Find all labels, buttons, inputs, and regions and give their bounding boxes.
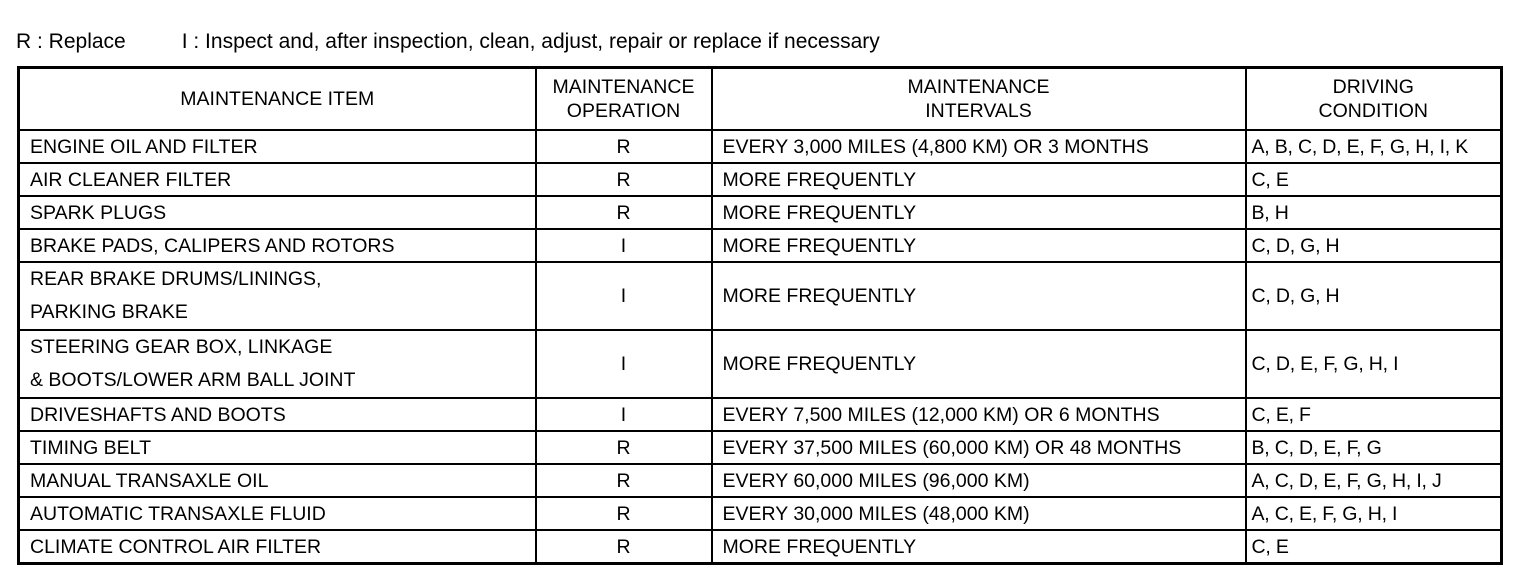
maintenance-operation-cell: I (536, 330, 712, 398)
header-driving-condition (1246, 68, 1502, 131)
driving-condition-cell: A, B, C, D, E, F, G, H, I, K (1246, 130, 1502, 163)
maintenance-schedule-table (17, 66, 1503, 565)
legend (16, 30, 880, 54)
maintenance-item-cell (19, 130, 536, 163)
legend-replace: R : Replace (16, 30, 126, 53)
maintenance-operation-cell: I (536, 229, 712, 262)
maintenance-operation-cell: I (536, 262, 712, 330)
driving-condition-cell: C, E (1246, 530, 1502, 564)
driving-condition-cell: C, E (1246, 163, 1502, 196)
maintenance-interval-cell: EVERY 30,000 MILES (48,000 KM) (712, 497, 1246, 530)
maintenance-item-line: BRAKE PADS, CALIPERS AND ROTORS (30, 234, 395, 257)
table-row (19, 229, 1502, 262)
maintenance-item-line: STEERING GEAR BOX, LINKAGE (30, 336, 333, 358)
maintenance-interval-cell: EVERY 7,500 MILES (12,000 KM) OR 6 MONTHS (712, 398, 1246, 431)
table-row (19, 330, 1502, 398)
maintenance-item-line: PARKING BRAKE (30, 301, 188, 323)
maintenance-item-line: REAR BRAKE DRUMS/LININGS, (30, 268, 322, 290)
driving-condition-cell: A, C, D, E, F, G, H, I, J (1246, 464, 1502, 497)
maintenance-item-line: DRIVESHAFTS AND BOOTS (30, 403, 286, 426)
driving-condition-cell: B, H (1246, 196, 1502, 229)
maintenance-operation-cell: I (536, 398, 712, 431)
maintenance-interval-cell: EVERY 37,500 MILES (60,000 KM) OR 48 MONTHS (712, 431, 1246, 464)
driving-condition-cell: A, C, E, F, G, H, I (1246, 497, 1502, 530)
maintenance-operation-cell: R (536, 464, 712, 497)
maintenance-interval-cell: MORE FREQUENTLY (712, 163, 1246, 196)
header-operation-line-2: OPERATION (566, 100, 681, 122)
maintenance-item-line: CLIMATE CONTROL AIR FILTER (30, 535, 322, 558)
table-row (19, 497, 1502, 530)
maintenance-item-line: MANUAL TRANSAXLE OIL (30, 469, 269, 492)
maintenance-operation-cell: R (536, 497, 712, 530)
maintenance-interval-cell: MORE FREQUENTLY (712, 330, 1246, 398)
maintenance-item-cell (19, 330, 536, 398)
header-maintenance-intervals (712, 68, 1246, 131)
table-row (19, 163, 1502, 196)
legend-inspect: I : Inspect and, after inspection, clean, adjust, repair or replace if necessary (181, 30, 880, 53)
maintenance-item-cell (19, 464, 536, 497)
maintenance-interval-cell: MORE FREQUENTLY (712, 196, 1246, 229)
maintenance-interval-cell: MORE FREQUENTLY (712, 262, 1246, 330)
maintenance-item-cell (19, 497, 536, 530)
table-row (19, 464, 1502, 497)
maintenance-operation-cell: R (536, 196, 712, 229)
maintenance-item-cell (19, 229, 536, 262)
table-body (19, 130, 1502, 564)
table-row (19, 130, 1502, 163)
header-maintenance-operation (536, 68, 712, 131)
maintenance-operation-cell: R (536, 130, 712, 163)
maintenance-interval-cell: MORE FREQUENTLY (712, 229, 1246, 262)
header-condition-line-2: CONDITION (1318, 100, 1428, 122)
header-intervals-line-1: MAINTENANCE (907, 76, 1050, 98)
maintenance-operation-cell: R (536, 530, 712, 564)
table-row (19, 196, 1502, 229)
maintenance-item-cell (19, 163, 536, 196)
maintenance-interval-cell: MORE FREQUENTLY (712, 530, 1246, 564)
maintenance-interval-cell: EVERY 3,000 MILES (4,800 KM) OR 3 MONTHS (712, 130, 1246, 163)
maintenance-item-cell (19, 530, 536, 564)
driving-condition-cell: C, D, E, F, G, H, I (1246, 330, 1502, 398)
maintenance-item-cell (19, 398, 536, 431)
header-condition-line-1: DRIVING (1332, 76, 1414, 98)
header-row (19, 68, 1502, 131)
maintenance-item-line: ENGINE OIL AND FILTER (30, 135, 258, 158)
maintenance-item-line: SPARK PLUGS (30, 201, 167, 224)
maintenance-operation-cell: R (536, 431, 712, 464)
driving-condition-cell: C, E, F (1246, 398, 1502, 431)
maintenance-item-line: & BOOTS/LOWER ARM BALL JOINT (30, 369, 356, 391)
maintenance-operation-cell: R (536, 163, 712, 196)
maintenance-item-cell (19, 196, 536, 229)
maintenance-item-cell (19, 262, 536, 330)
driving-condition-cell: B, C, D, E, F, G (1246, 431, 1502, 464)
header-intervals-line-2: INTERVALS (925, 100, 1032, 122)
maintenance-item-line: AIR CLEANER FILTER (30, 168, 232, 191)
table-row (19, 530, 1502, 564)
maintenance-item-line: AUTOMATIC TRANSAXLE FLUID (30, 502, 326, 525)
maintenance-interval-cell: EVERY 60,000 MILES (96,000 KM) (712, 464, 1246, 497)
header-maintenance-item: MAINTENANCE ITEM (19, 68, 536, 131)
driving-condition-cell: C, D, G, H (1246, 262, 1502, 330)
maintenance-item-cell (19, 431, 536, 464)
table-row (19, 431, 1502, 464)
header-operation-line-1: MAINTENANCE (552, 76, 695, 98)
table-row (19, 262, 1502, 330)
driving-condition-cell: C, D, G, H (1246, 229, 1502, 262)
maintenance-item-line: TIMING BELT (30, 436, 151, 459)
table-header (19, 68, 1502, 131)
table-row (19, 398, 1502, 431)
